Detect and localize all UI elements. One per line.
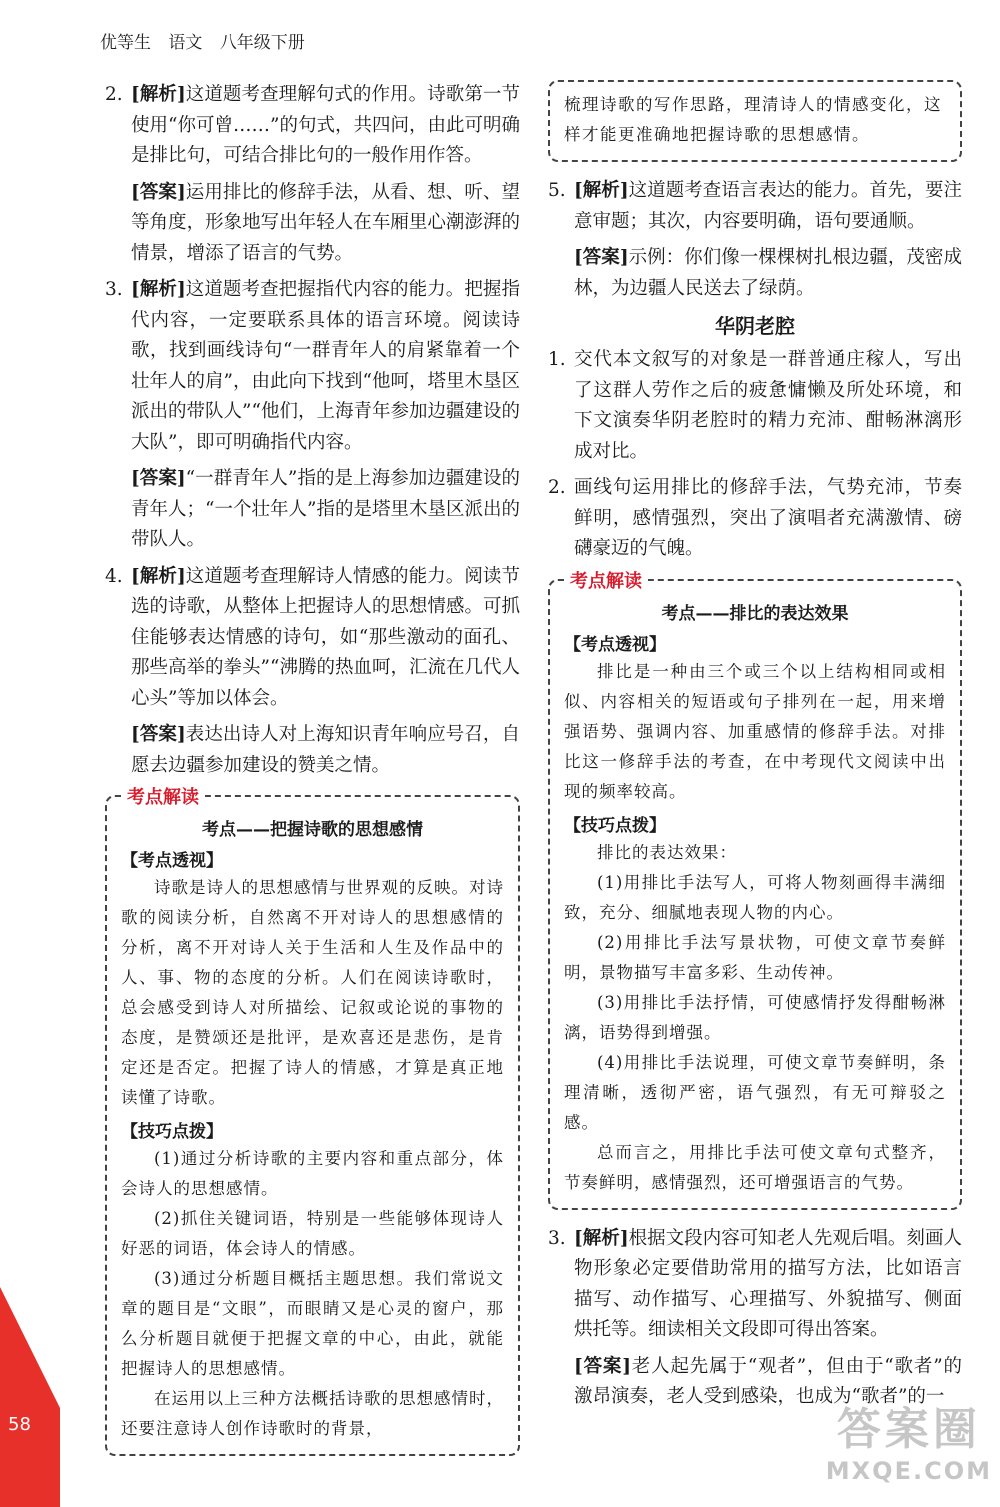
- header-subject: 语文: [168, 33, 203, 53]
- tip-summary: 总而言之，用排比手法可使文章句式整齐，节奏鲜明，感情强烈，还可增强语言的气势。: [564, 1142, 946, 1192]
- question-text: 交代本文叙写的对象是一群普通庄稼人，写出了这群人劳作之后的疲惫慵懒及所处环境，和下文演奏华阴老腔时的精力充沛、酣畅淋漓形成对比。: [574, 349, 962, 462]
- answer-text: 示例：你们像一棵棵树扎根边疆，茂密成林，为边疆人民送去了绿荫。: [574, 247, 962, 299]
- answer-tag: [答案]: [131, 181, 186, 203]
- answer-text: “一群青年人”指的是上海参加边疆建设的青年人；“一个壮年人”指的是塔里木垦区派出的带队人。: [131, 468, 520, 550]
- analysis-text: 这道题考查把握指代内容的能力。把握指代内容，一定要联系具体的语言环境。阅读诗歌，找到画线诗句“一群青年人的肩紧靠着一个壮年人的肩”，由此向下找到“他呵，塔里木垦区派出的带队人”“他们，上海青年参加边疆建设的大队”，即可明确指代内容。: [131, 279, 520, 453]
- tip-1: (1)用排比手法写人，可将人物刻画得丰满细致，充分、细腻地表现人物的内心。: [564, 872, 946, 922]
- page-header: [100, 28, 317, 53]
- section-question-3: [548, 1224, 962, 1346]
- analysis-tag: [解析]: [574, 1227, 629, 1249]
- continued-tip-box: 梳理诗歌的写作思路，理清诗人的情感变化，这样才能更准确地把握诗歌的思想感情。: [548, 80, 962, 162]
- tips-intro: 排比的表达效果：: [597, 842, 737, 862]
- answer-tag: [答案]: [574, 1355, 631, 1377]
- question-2: [105, 80, 520, 172]
- analysis-text: 这道题考查语言表达的能力。首先，要注意审题；其次，内容要明确，语句要通顺。: [574, 180, 962, 232]
- answer-text: 表达出诗人对上海知识青年响应号召，自愿去边疆参加建设的赞美之情。: [131, 724, 520, 776]
- analysis-tag: [解析]: [131, 279, 186, 300]
- section-question-2: [548, 473, 962, 565]
- tip-4: 在运用以上三种方法概括诗歌的思想感情时，还要注意诗人创作诗歌时的背景，: [121, 1389, 504, 1438]
- perspective-text: 排比是一种由三个或三个以上结构相同或相似、内容相关的短语或句子排列在一起，用来增强语势、强调内容、加重感情的修辞手法。对排比这一修辞手法的考查，在中考现代文阅读中出现的频率较高。: [564, 661, 946, 801]
- answer-tag: [答案]: [131, 468, 186, 489]
- tip-1: (1)通过分析诗歌的主要内容和重点部分，体会诗人的思想感情。: [121, 1149, 504, 1198]
- section-title: 华阴老腔: [715, 314, 795, 338]
- header-grade: 八年级下册: [219, 33, 305, 53]
- answer-4: [105, 720, 520, 781]
- analysis-text: 这道题考查理解诗人情感的能力。阅读节选的诗歌，从整体上把握诗人的思想情感。可抓住能够表达情感的诗句，如“那些激动的面孔、那些高举的拳头”“沸腾的热血呵，汇流在几代人心头”等加以体会。: [131, 565, 520, 709]
- key-point-title: 考点——排比的表达效果: [661, 603, 849, 624]
- tip-2: (2)用排比手法写景状物，可使文章节奏鲜明，景物描写丰富多彩、生动传神。: [564, 932, 946, 982]
- question-number: 5.: [548, 180, 566, 201]
- question-3: [105, 275, 520, 458]
- perspective-heading: 【考点透视】: [121, 851, 223, 871]
- question-number: 3.: [105, 279, 123, 300]
- answer-tag: [答案]: [131, 724, 186, 745]
- left-column: [105, 80, 520, 1456]
- section-question-1: [548, 345, 962, 467]
- question-number: 2.: [105, 84, 123, 105]
- answer-text: 运用排比的修辞手法，从看、想、听、望等角度，形象地写出年轻人在车厢里心潮澎湃的情景，增添了语言的气势。: [131, 181, 520, 264]
- key-point-label: 考点解读: [564, 567, 648, 593]
- analysis-tag: [解析]: [131, 565, 186, 587]
- key-point-title: 考点——把握诗歌的思想感情: [202, 820, 423, 840]
- right-column: [548, 80, 962, 1419]
- tip-3: (3)用排比手法抒情，可使感情抒发得酣畅淋漓，语势得到增强。: [564, 992, 946, 1042]
- question-number: 4.: [105, 565, 123, 587]
- answer-2: [105, 178, 520, 270]
- analysis-text: 根据文段内容可知老人先观后唱。刻画人物形象必定要借助常用的描写方法，比如语言描写、动作描写、心理描写、外貌描写、侧面烘托等。细读相关文段即可得出答案。: [574, 1227, 962, 1340]
- header-series: 优等生: [100, 33, 151, 53]
- question-5: [548, 176, 962, 237]
- question-number: 1.: [548, 349, 566, 370]
- perspective-heading: 【考点透视】: [564, 634, 666, 655]
- question-number: 3.: [548, 1227, 566, 1249]
- page-corner-decoration: [0, 1287, 60, 1507]
- page-number: 58: [8, 1414, 31, 1435]
- tips-heading: 【技巧点拨】: [564, 815, 666, 836]
- watermark-url: MXQE.COM: [825, 1457, 992, 1485]
- question-number: 2.: [548, 477, 566, 498]
- answer-tag: [答案]: [574, 247, 629, 268]
- question-4: [105, 562, 520, 715]
- tip-3: (3)通过分析题目概括主题思想。我们常说文章的题目是“文眼”，而眼睛又是心灵的窗户，那么分析题目就便于把握文章的中心，由此，就能把握诗人的思想感情。: [121, 1269, 504, 1378]
- tips-heading: 【技巧点拨】: [121, 1122, 223, 1142]
- analysis-tag: [解析]: [131, 84, 186, 105]
- tip-2: (2)抓住关键词语，特别是一些能够体现诗人好恶的词语，体会诗人的情感。: [121, 1209, 504, 1258]
- tip-4: (4)用排比手法说理，可使文章节奏鲜明，条理清晰，透彻严密，语气强烈，有无可辩驳之感。: [564, 1052, 946, 1132]
- watermark-logo: [826, 1393, 992, 1485]
- answer-text: 老人起先属于“观者”，但由于“歌者”的激昂演奏，老人受到感染，也成为“歌者”的一: [574, 1355, 962, 1407]
- key-point-box-parallelism: [548, 570, 962, 1210]
- answer-5: [548, 243, 962, 304]
- question-text: 画线句运用排比的修辞手法，气势充沛，节奏鲜明，感情强烈，突出了演唱者充满激情、磅礴豪迈的气魄。: [574, 477, 962, 559]
- answer-3: [105, 464, 520, 556]
- analysis-tag: [解析]: [574, 180, 629, 201]
- key-point-label: 考点解读: [121, 783, 205, 809]
- watermark-text: 答案圈: [836, 1404, 981, 1455]
- analysis-text: 这道题考查理解句式的作用。诗歌第一节使用“你可曾……”的句式，共四问，由此可明确是排比句，可结合排比句的一般作用作答。: [131, 84, 520, 166]
- key-point-box-poetry: [105, 787, 520, 1456]
- perspective-text: 诗歌是诗人的思想感情与世界观的反映。对诗歌的阅读分析，自然离不开对诗人的思想感情的分析，离不开对诗人关于生活和人生及作品中的人、事、物的态度的分析。人们在阅读诗歌时，总会感受到诗人对所描绘、记叙或论说的事物的态度，是赞颂还是批评，是欢喜还是悲伤，是肯定还是否定。把握了诗人的情感，才算是真正地读懂了诗歌。: [121, 878, 504, 1107]
